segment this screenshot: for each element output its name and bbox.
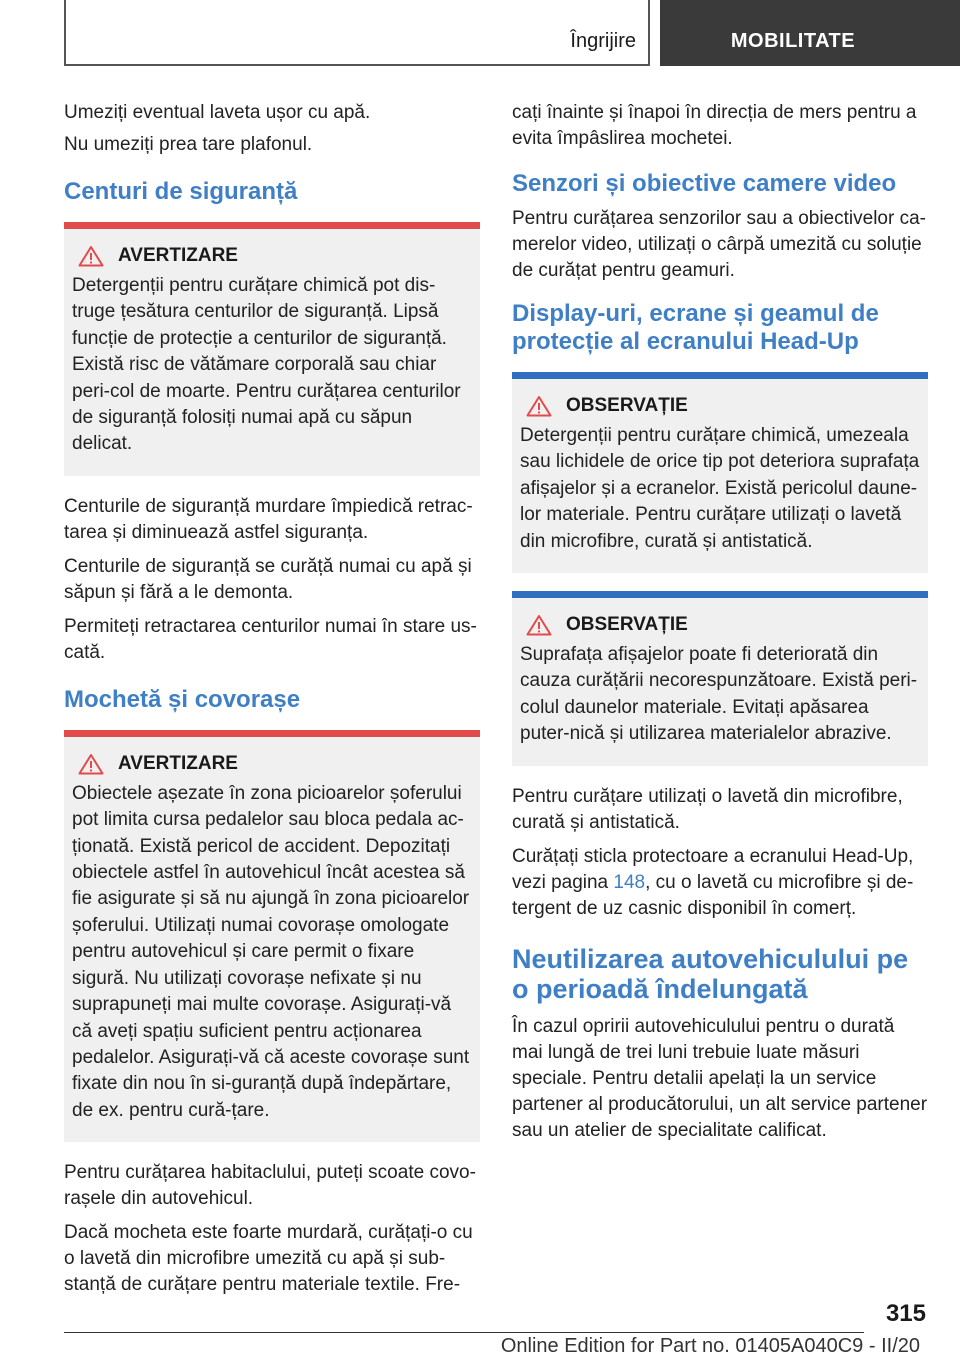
chapter-tab[interactable] xyxy=(660,0,960,66)
note-title xyxy=(520,614,920,636)
paragraph-text: , cu o lavetă cu microfibre și de-tergent de uz casnic disponibil în comerț. xyxy=(512,871,914,919)
right-column xyxy=(512,100,928,1152)
heading-sensors: Senzori și obiective camere video xyxy=(512,170,897,197)
paragraph: Umeziți eventual laveta ușor cu apă. xyxy=(64,102,371,123)
paragraph: cați înainte și înapoi în direcția de mers pentru a evita împâslirea mochetei. xyxy=(512,102,917,149)
warning-text: Obiectele așezate în zona picioarelor șoferului pot limita cursa pedalelor sau bloca pedala ac-ționată. Există pericol de accident. Depozitați obiectele astfel în autovehicul încât acestea să fie asigurate și să nu ajungă în zona picioarelor șoferului. Utilizați numai covorașe omologate pentru autovehicul și care permit o fixare sigură. Nu utilizați covorașe nefixate și nu suprapuneți mai multe covorașe. Asigurați-vă că aveți spațiu suficient pentru acționarea pedalelor. Asigurați-vă că aceste covorașe sunt fixate din nou în si-guranță după îndepărtare, de ex. pentru cură-țare. xyxy=(72,782,470,1121)
note-title-text: OBSERVAȚIE xyxy=(566,395,688,416)
note-box-displays-1 xyxy=(512,372,928,573)
warning-box-belts xyxy=(64,222,480,476)
heading-floor-mats: Mochetă și covorașe xyxy=(64,685,301,713)
paragraph: Permiteți retractarea centurilor numai în stare us-cată. xyxy=(64,615,477,663)
paragraph: Dacă mocheta este foarte murdară, curățați-o cu o lavetă din microfibre umezită cu apă și sub-stanță de curățare pentru materiale textile. Fre- xyxy=(64,1222,473,1296)
note-text: Detergenții pentru curățare chimică, umezeala sau lichidele de orice tip pot deteriora suprafața afișajelor și a ecranelor. Există pericolul daune-lor materiale. Pentru curățare utilizați o lavetă din microfibre, curată și antistatică. xyxy=(520,425,920,552)
section-title: Îngrijire xyxy=(570,30,636,52)
note-title xyxy=(520,395,920,417)
paragraph: Pentru curățarea habitaclului, puteți scoate covo-rașele din autovehicul. xyxy=(64,1162,476,1210)
warning-box-mats xyxy=(64,730,480,1142)
paragraph xyxy=(512,844,928,922)
paragraph: Pentru curățarea senzorilor sau a obiectivelor ca-merelor video, utilizați o cârpă umezită cu soluție de curățat pentru geamuri. xyxy=(512,208,926,281)
paragraph: Centurile de siguranță murdare împiedică retrac-tarea și diminuează astfel siguranța. xyxy=(64,495,473,543)
note-box-displays-2 xyxy=(512,591,928,766)
paragraph: Nu umeziți prea tare plafonul. xyxy=(64,134,313,155)
warning-title-text: AVERTIZARE xyxy=(118,245,238,266)
paragraph: Centurile de siguranță se curăță numai cu apă și săpun și fără a le demonta. xyxy=(64,555,472,603)
page-number: 315 xyxy=(885,1300,926,1327)
heading-seat-belts: Centuri de siguranță xyxy=(64,178,298,205)
warning-title xyxy=(72,753,472,775)
footer-edition: Online Edition for Part no. 01405A040C9 - II/20 xyxy=(500,1335,920,1357)
header-frame xyxy=(64,0,650,66)
chapter-tab-label: MOBILITATE xyxy=(730,30,856,52)
warning-text: Detergenții pentru curățare chimică pot dis-truge țesătura centurilor de siguranță. Lipsă funcție de protecție a centurilor de siguranță. Există risc de vătămare corporală sau chiar peri-col de moarte. Pentru curățarea centurilor de siguranță folosiți numai apă cu săpun delicat. xyxy=(72,275,461,455)
warning-triangle-icon xyxy=(78,245,104,267)
heading-displays: Display-uri, ecrane și geamul de protecție al ecranului Head-Up xyxy=(512,300,879,355)
warning-triangle-icon xyxy=(526,395,552,417)
page-link-148[interactable]: 148 xyxy=(613,871,646,893)
paragraph-text: Curățați sticla protectoare a ecranului Head-Up, vezi pagina xyxy=(512,845,914,893)
warning-triangle-icon xyxy=(526,614,552,636)
warning-triangle-icon xyxy=(78,753,104,775)
paragraph: În cazul opririi autovehiculului pentru o durată mai lungă de trei luni trebuie luate măsuri speciale. Pentru detalii apelați la un service partener al producătorului, un alt service partener sau un atelier de specialitate calificat. xyxy=(512,1015,928,1141)
warning-title-text: AVERTIZARE xyxy=(118,752,238,774)
heading-long-storage: Neutilizarea autovehiculului pe o perioadă îndelungată xyxy=(512,943,909,1004)
note-title-text: OBSERVAȚIE xyxy=(566,614,688,636)
warning-title xyxy=(72,245,472,267)
note-text: Suprafața afișajelor poate fi deteriorată din cauza curățării necorespunzătoare. Există peri-colul daunelor materiale. Evitați apăsarea puter-nică și utilizarea materialelor abrazive. xyxy=(520,644,918,745)
left-column xyxy=(64,100,480,1306)
footer-divider xyxy=(64,1332,864,1333)
paragraph: Pentru curățare utilizați o lavetă din microfibre, curată și antistatică. xyxy=(512,785,903,833)
